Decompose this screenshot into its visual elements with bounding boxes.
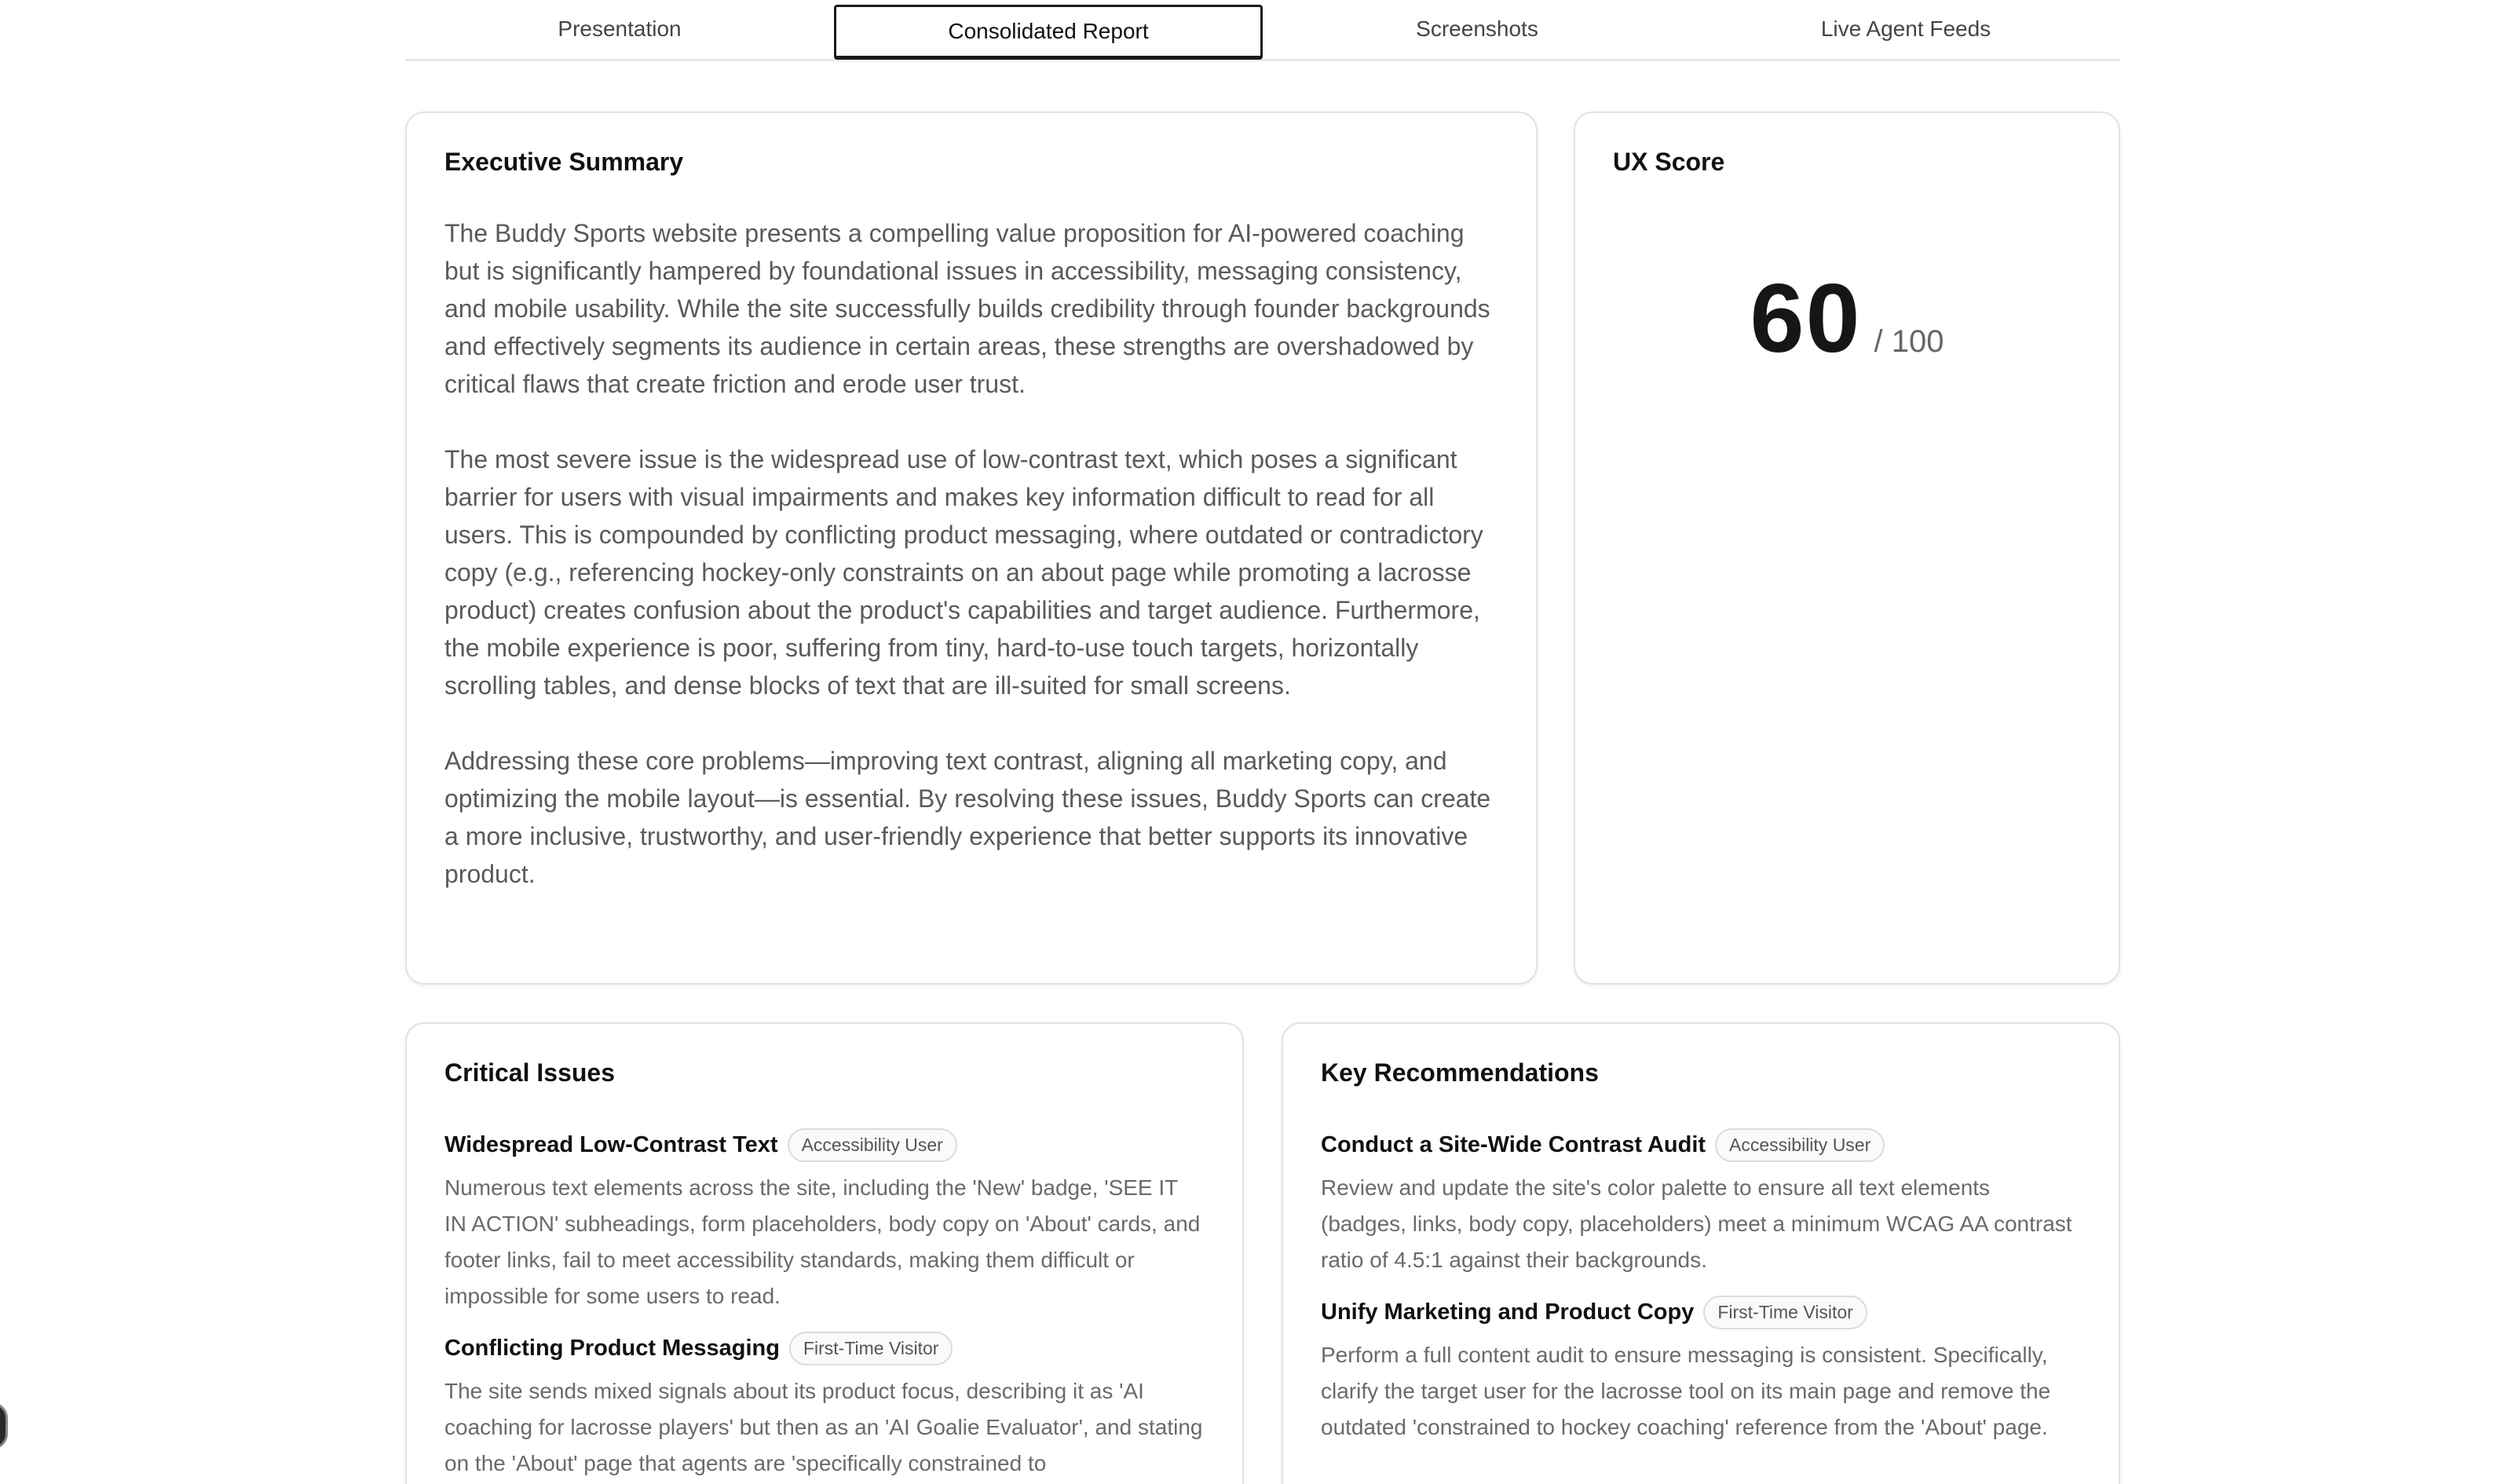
list-item xyxy=(444,1332,1205,1482)
floating-chat-icon[interactable] xyxy=(0,1402,8,1449)
recommendation-title: Unify Marketing and Product Copy xyxy=(1321,1299,1695,1325)
recommendation-description: Review and update the site's color palette to ensure all text elements (badges, links, body copy, placeholders) meet a minimum WCAG AA contrast ratio of 4.5:1 against their backgrounds. xyxy=(1321,1175,2072,1272)
executive-summary-title: Executive Summary xyxy=(444,148,684,176)
summary-paragraph: The most severe issue is the widespread use of low-contrast text, which poses a significant barrier for users with visual impairments and makes key information difficult to read for all users. This is compounded by conflicting product messaging, where outdated or contradictory copy (e.g., referencing hockey-only constraints on an about page while promoting a lacrosse product) creates confusion about the product's capabilities and target audience. Furthermore, the mobile experience is poor, suffering from tiny, hard-to-use touch targets, horizontally scrolling tables, and dense blocks of text that are ill-suited for small screens. xyxy=(444,445,1483,700)
issue-description: Numerous text elements across the site, including the 'New' badge, 'SEE IT IN ACTION' subheadings, form placeholders, body copy on 'About' cards, and footer links, fail to meet accessibility standards, making them difficult or impossible for some users to read. xyxy=(444,1175,1201,1308)
persona-badge: First-Time Visitor xyxy=(789,1332,953,1365)
ux-score-display xyxy=(1613,263,2081,375)
summary-paragraph: The Buddy Sports website presents a compelling value proposition for AI-powered coaching but is significantly hampered by foundational issues in accessibility, messaging consistency, and mobile usability. While the site successfully builds credibility through founder backgrounds and effectively segments its audience in certain areas, these strengths are overshadowed by critical flaws that create friction and erode user trust. xyxy=(444,219,1490,398)
tab-presentation[interactable]: Presentation xyxy=(558,16,682,41)
persona-badge: Accessibility User xyxy=(788,1128,957,1162)
executive-summary-body xyxy=(444,214,1498,893)
tab-bar xyxy=(405,0,2120,61)
list-item xyxy=(444,1128,1205,1314)
list-item xyxy=(1321,1128,2081,1278)
recommendation-description: Perform a full content audit to ensure messaging is consistent. Specifically, clarify the target user for the lacrosse tool on its main page and remove the outdated 'constrained to hockey coaching' reference from the 'About' page. xyxy=(1321,1343,2051,1439)
executive-summary-card xyxy=(405,111,1538,985)
critical-issues-card xyxy=(405,1022,1244,1484)
key-recommendations-list xyxy=(1321,1128,2081,1446)
key-recommendations-card xyxy=(1282,1022,2120,1484)
issue-description: The site sends mixed signals about its product focus, describing it as 'AI coaching for lacrosse players' but then as an 'AI Goalie Evaluator', and stating on the 'About' page that agents are 'specifically constrained to xyxy=(444,1379,1203,1475)
ux-score-card xyxy=(1574,111,2120,985)
critical-issues-list xyxy=(444,1128,1205,1482)
ux-score-title: UX Score xyxy=(1613,148,1725,176)
critical-issues-title: Critical Issues xyxy=(444,1058,615,1087)
list-item xyxy=(1321,1296,2081,1446)
tab-live-agent-feeds[interactable]: Live Agent Feeds xyxy=(1820,16,1991,41)
summary-paragraph: Addressing these core problems—improving text contrast, aligning all marketing copy, and optimizing the mobile layout—is essential. By resolving these issues, Buddy Sports can create a more inclusive, trustworthy, and user-friendly experience that better supports its innovative product. xyxy=(444,747,1491,888)
tab-consolidated-report[interactable]: Consolidated Report xyxy=(834,5,1263,60)
recommendation-title: Conduct a Site-Wide Contrast Audit xyxy=(1321,1132,1706,1157)
tab-screenshots[interactable]: Screenshots xyxy=(1416,16,1538,41)
persona-badge: Accessibility User xyxy=(1715,1128,1885,1162)
ux-score-max: / 100 xyxy=(1874,324,1944,359)
persona-badge: First-Time Visitor xyxy=(1703,1296,1867,1329)
issue-title: Widespread Low-Contrast Text xyxy=(444,1132,778,1157)
ux-score-value: 60 xyxy=(1750,265,1862,373)
key-recommendations-title: Key Recommendations xyxy=(1321,1058,1599,1087)
issue-title: Conflicting Product Messaging xyxy=(444,1336,780,1361)
